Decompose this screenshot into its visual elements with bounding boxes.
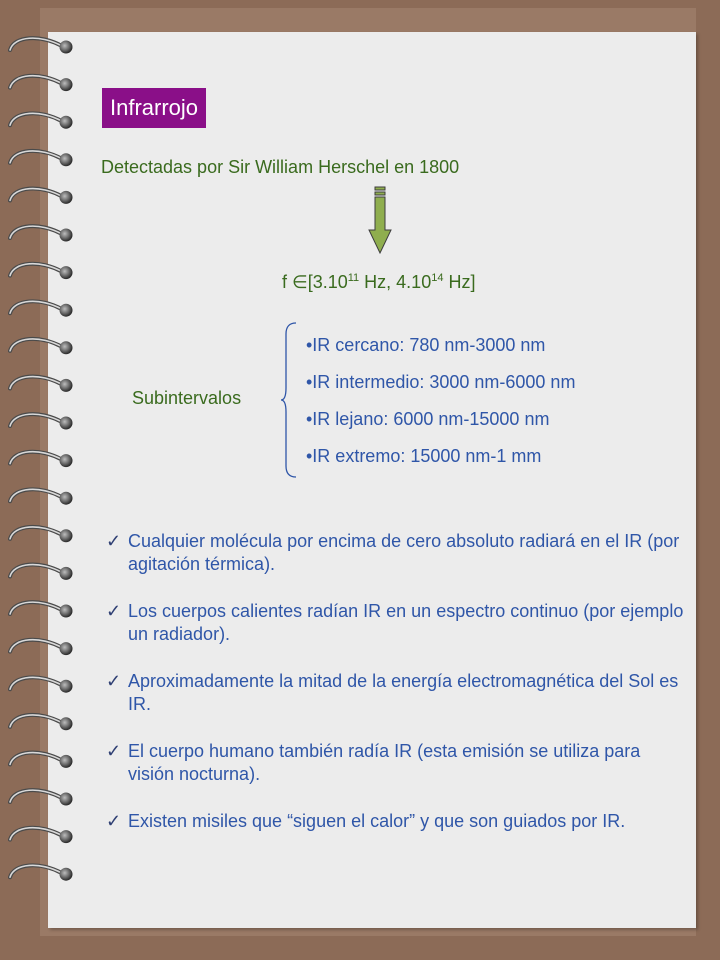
spiral-ring	[10, 189, 73, 204]
spiral-ring	[10, 452, 73, 467]
fact-text: Cualquier molécula por encima de cero absoluto radiará en el IR (por agitación térmica).	[128, 531, 680, 574]
spiral-ring	[10, 527, 73, 542]
list-item: •IR intermedio: 3000 nm-6000 nm	[306, 372, 576, 392]
list-item	[106, 810, 686, 880]
checkmark-icon: ✓	[106, 531, 122, 551]
spiral-ring	[10, 76, 73, 91]
frequency-prefix: f	[282, 272, 293, 292]
spiral-ring	[10, 151, 73, 166]
spiral-ring	[10, 113, 73, 128]
slide-title: Infrarrojo	[102, 88, 206, 128]
fact-text: Los cuerpos calientes radían IR en un espectro continuo (por ejemplo un radiador).	[128, 601, 684, 644]
subinterval-list	[306, 334, 575, 482]
brace-icon	[280, 322, 298, 478]
spiral-ring	[10, 414, 73, 429]
spiral-ring	[10, 790, 73, 805]
checkmark-icon: ✓	[106, 811, 122, 831]
fact-text: Existen misiles que “siguen el calor” y que son guiados por IR.	[128, 811, 626, 831]
checkmark-icon: ✓	[106, 741, 122, 761]
spiral-ring	[10, 753, 73, 768]
frequency-middle: Hz, 4.10	[359, 272, 432, 292]
spiral-ring	[10, 565, 73, 580]
checkmark-icon: ✓	[106, 601, 122, 621]
down-arrow-icon	[368, 186, 392, 254]
frequency-open: [3.10	[307, 272, 348, 292]
spiral-ring	[10, 339, 73, 354]
element-of-symbol: ∈	[292, 272, 308, 292]
frequency-range	[282, 272, 475, 293]
list-item	[106, 530, 686, 600]
spiral-ring	[10, 264, 73, 279]
list-item	[106, 600, 686, 670]
list-item: •IR cercano: 780 nm-3000 nm	[306, 335, 546, 355]
list-item: •IR lejano: 6000 nm-15000 nm	[306, 409, 550, 429]
list-item: •IR extremo: 15000 nm-1 mm	[306, 446, 542, 466]
spiral-ring	[10, 865, 73, 880]
spiral-ring	[10, 489, 73, 504]
spiral-ring	[10, 38, 73, 53]
spiral-ring	[10, 226, 73, 241]
list-item	[106, 670, 686, 740]
facts-list	[106, 530, 686, 880]
checkmark-icon: ✓	[106, 671, 122, 691]
exponent-low: 11	[347, 272, 360, 284]
spiral-binding-icon	[0, 0, 90, 960]
spiral-ring	[10, 677, 73, 692]
fact-text: Aproximadamente la mitad de la energía electromagnética del Sol es IR.	[128, 671, 679, 714]
frequency-close: Hz]	[443, 272, 476, 292]
discovery-subtitle: Detectadas por Sir William Herschel en 1800	[101, 157, 460, 177]
fact-text: El cuerpo humano también radía IR (esta emisión se utiliza para visión nocturna).	[128, 741, 641, 784]
spiral-ring	[10, 301, 73, 316]
exponent-high: 14	[431, 272, 444, 284]
list-item	[106, 740, 686, 810]
spiral-ring	[10, 377, 73, 392]
spiral-ring	[10, 640, 73, 655]
spiral-ring	[10, 715, 73, 730]
spiral-ring	[10, 602, 73, 617]
subintervals-label: Subintervalos	[132, 388, 242, 408]
spiral-ring	[10, 828, 73, 843]
